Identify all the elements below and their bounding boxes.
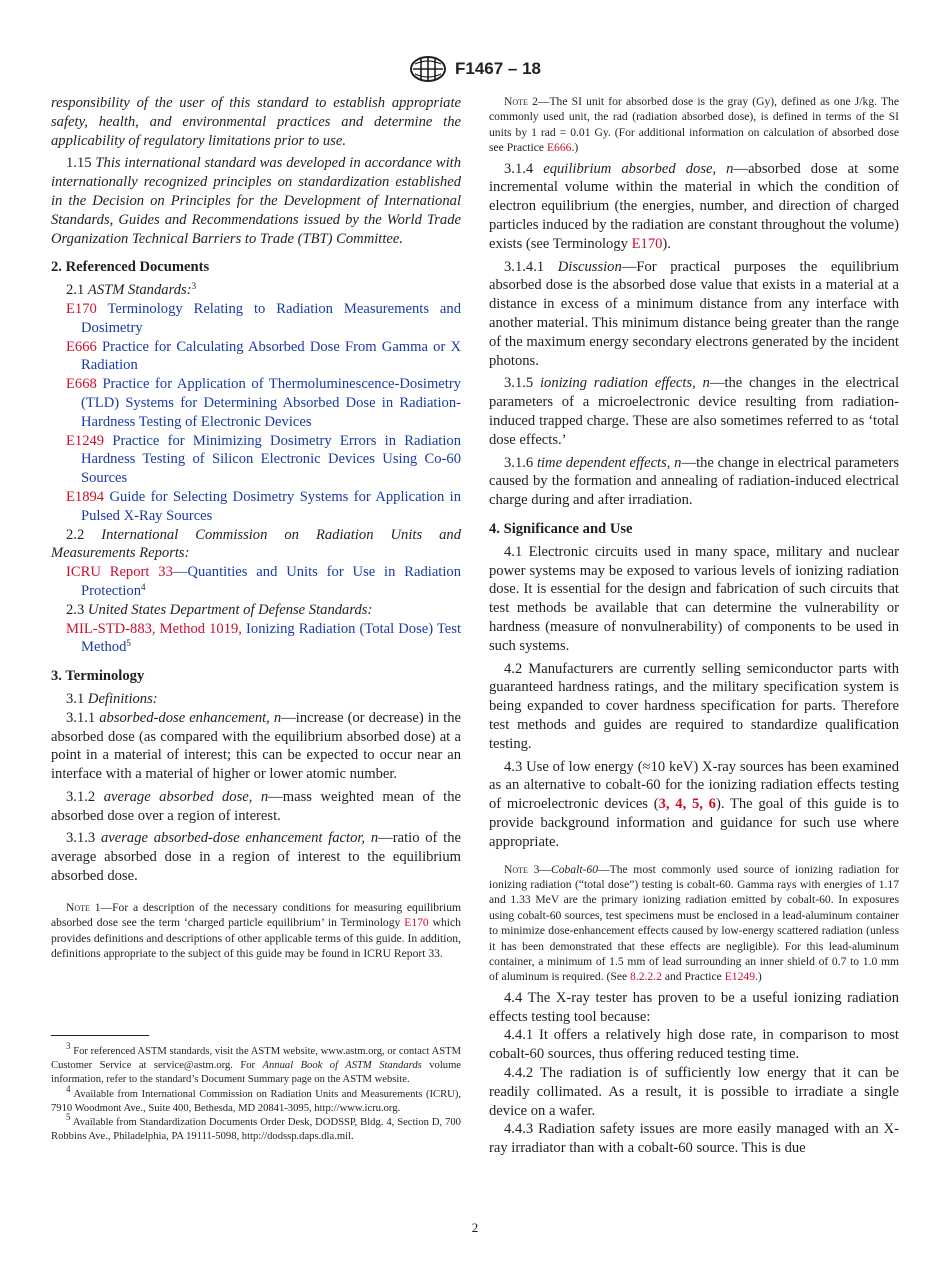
note-3-link-8-2-2-2[interactable]: 8.2.2.2 — [630, 970, 662, 984]
page-header — [0, 56, 950, 82]
footnotes — [51, 1041, 462, 1144]
paragraph-1-15: 1.15 This international standard was developed in accordance with internationally recognized principles on standardization established in the Decision on Principles for the Development of International Standards, Guides and Recommendations issued by the World Trade Organization Technical Barriers to Trade (TBT) Committee. — [51, 155, 461, 247]
note-3: Note 3—Cobalt-60—The most commonly used source of ionizing radiation for ionizing radiation (“total dose”) testing is cobalt-60. Gamma rays with energies of 1.17 and 1.33 MeV are the primary ionizing radiation emitted by cobalt-60. In exposures using cobalt-60 sources, test specimens must be enclosed in a lead-aluminum container to minimize dose-enhancement effects caused by low-energy scattered radiation (unless it has been demonstrated that these effects are negligible). For this lead-aluminum container, a minimum of 1.5 mm of lead surrounding an inner shield of 0.7 to 1.0 mm of aluminum is required. (See 8.2.2.2 and Practice E1249.) — [489, 862, 899, 984]
discussion-3-1-4-1: 3.1.4.1 Discussion—For practical purposes the equilibrium absorbed dose is the absorbed dose value that exists in a material at a distance in excess of a minimum distance from any interface with another material. This minimum distance being greater than the range of the maximum energy secondary electrons generated by the incident photons. — [489, 258, 899, 369]
note-2-link-e666[interactable]: E666 — [546, 141, 572, 155]
reference-e668[interactable]: E668 Practice for Application of Thermoluminescence-Dosimetry (TLD) Systems for Determining Absorbed Dose in Radiation-Hardness Testing of Electronic Devices — [66, 376, 461, 430]
astm-logo-icon — [409, 56, 447, 82]
paragraph-2-3: 2.3 United States Department of Defense Standards: — [66, 601, 373, 618]
paragraph-4-4-2: 4.4.2 The radiation is of sufficiently low energy that it can be readily collimated. As a result, it is possible to irradiate a single device on a wafer. — [489, 1064, 899, 1119]
paragraph-4-3: 4.3 Use of low energy (≈10 keV) X-ray sources has been examined as an alternative to cobalt-60 for the ionizing radiation effects testing of microelectronic devices (3, 4, 5, 6). The goal of this guide is to provide background information and guidance for such use where appropriate. — [489, 758, 899, 850]
note-3-link-e1249[interactable]: E1249 — [724, 970, 755, 984]
definition-3-1-4-link-e170[interactable]: E170 — [631, 235, 663, 252]
page-number: 2 — [471, 1220, 479, 1235]
definition-3-1-2: 3.1.2 average absorbed dose, n—mass weighted mean of the absorbed dose over a region of interest. — [51, 788, 461, 824]
reference-mil-std-883[interactable]: MIL-STD-883, Method 1019, Ionizing Radiation (Total Dose) Test Method$^5$ — [66, 620, 461, 656]
reference-e666[interactable]: E666 Practice for Calculating Absorbed Dose From Gamma or X Radiation — [66, 338, 462, 374]
paragraph-4-4-1: 4.4.1 It offers a relatively high dose rate, in comparison to most cobalt-60 sources, thus offering reduced testing time. — [489, 1027, 899, 1063]
footnote-5: $^5$ Available from Standardization Documents Order Desk, DODSSP, Bldg. 4, Section D, 700 Robbins Ave., Philadelphia, PA 19111-5098, http://dodssp.daps.dla.mil. — [51, 1112, 461, 1143]
footnote-4: $^4$ Available from International Commission on Radiation Units and Measurements (ICRU), 7910 Woodmont Ave., Suite 400, Bethesda, MD 20841-3095, http://www.icru.org. — [51, 1083, 461, 1114]
definition-3-1-1: 3.1.1 absorbed-dose enhancement, n—increase (or decrease) in the absorbed dose (as compared with the equilibrium absorbed dose) at a point in a material of interest; this can be expected to occur near an interface with a material of higher or lower atomic number. — [51, 709, 461, 783]
section-4-heading: 4. Significance and Use — [489, 520, 633, 537]
paragraph-2-1: 2.1 ASTM Standards:$^3$ — [66, 281, 197, 299]
reference-icru-33[interactable]: ICRU Report 33—Quantities and Units for Use in Radiation Protection$^4$ — [66, 564, 461, 599]
note-1: Note 1—For a description of the necessary conditions for measuring equilibrium absorbed dose see the term ‘charged particle equilibrium’ in Terminology E170 which provides definitions and descriptions of other applicable terms of this guide. In addition, definitions appropriate to the subject of this guide may be found in ICRU Report 33. — [51, 900, 462, 961]
footnote-divider — [51, 1035, 149, 1036]
standard-designation: F1467 – 18 — [454, 59, 541, 78]
right-column — [489, 94, 899, 1158]
note-1-link-e170[interactable]: E170 — [404, 916, 429, 930]
astm-reference-list — [51, 300, 461, 526]
intro-paragraph: responsibility of the user of this standard to establish appropriate safety, health, and environmental practices and determine the applicability of regulatory limitations prior to use. — [51, 95, 461, 149]
paragraph-4-4-3: 4.4.3 Radiation safety issues are more easily managed with an X-ray irradiator than with a cobalt-60 source. This is due — [489, 1121, 899, 1157]
reference-e170[interactable]: E170 Terminology Relating to Radiation Measurements and Dosimetry — [66, 300, 462, 336]
section-3-heading: 3. Terminology — [51, 668, 145, 685]
definition-3-1-6: 3.1.6 time dependent effects, n—the change in electrical parameters caused by the formation and annealing of radiation-induced electrical charge during and after irradiation. — [489, 454, 900, 509]
paragraph-2-2: 2.2 International Commission on Radiation Units and Measurements Reports: — [51, 526, 461, 562]
footnote-3: $^3$ For referenced ASTM standards, visit the ASTM website, www.astm.org, or contact ASTM Customer Service at service@astm.org. For Annual Book of ASTM Standards volume information, refer to the standard’s Document Summary page on the ASTM website. — [51, 1041, 462, 1086]
paragraph-4-1: 4.1 Electronic circuits used in many space, military and nuclear power systems may be exposed to various levels of ionizing radiation dose. It is essential for the design and fabrication of such circuits that test methods be available that can determine the vulnerability or hardness (measure of nonvulnerability) of components to be used in such systems. — [489, 543, 899, 654]
section-2-heading: 2. Referenced Documents — [51, 259, 210, 276]
reference-e1894[interactable]: E1894 Guide for Selecting Dosimetry Systems for Application in Pulsed X-Ray Sources — [66, 488, 461, 524]
paragraph-4-2: 4.2 Manufacturers are currently selling semiconductor parts with guaranteed hardness ratings, and the military specification system is being expanded to cover hardness specification for parts. Therefore test methods and guides are required to standardize qualification testing. — [489, 660, 899, 752]
paragraph-4-4: 4.4 The X-ray tester has proven to be a useful ionizing radiation effects testing tool because: — [489, 989, 899, 1025]
definition-3-1-4: 3.1.4 equilibrium absorbed dose, n—absorbed dose at some incremental volume within the material in which the condition of electron equilibrium (the energies, number, and direction of charged particles induced by the radiation are constant throughout the volume) exists (see Terminology E170). — [489, 160, 899, 252]
left-column — [51, 94, 461, 962]
definition-3-1-3: 3.1.3 average absorbed-dose enhancement factor, n—ratio of the average absorbed dose in a region of interest to the equilibrium absorbed dose. — [51, 830, 462, 885]
reference-e1249[interactable]: E1249 Practice for Minimizing Dosimetry Errors in Radiation Hardness Testing of Silicon Electronic Devices Using Co-60 Sources — [66, 432, 461, 487]
paragraph-4-3-citations[interactable]: 3, 4, 5, 6 — [658, 796, 716, 813]
definition-3-1-5: 3.1.5 ionizing radiation effects, n—the changes in the electrical parameters of a microelectronic device resulting from radiation-induced trapped charge. These are also sometimes referred to as ‘total dose effects.’ — [489, 375, 900, 448]
paragraph-3-1: 3.1 Definitions: — [66, 690, 158, 707]
note-2: Note 2—The SI unit for absorbed dose is the gray (Gy), defined as one J/kg. The commonly used unit, the rad (radiation absorbed dose), is defined in terms of the SI units by 1 rad = 0.01 Gy. (For additional information on calculation of absorbed dose see Practice E666.) — [489, 95, 899, 155]
